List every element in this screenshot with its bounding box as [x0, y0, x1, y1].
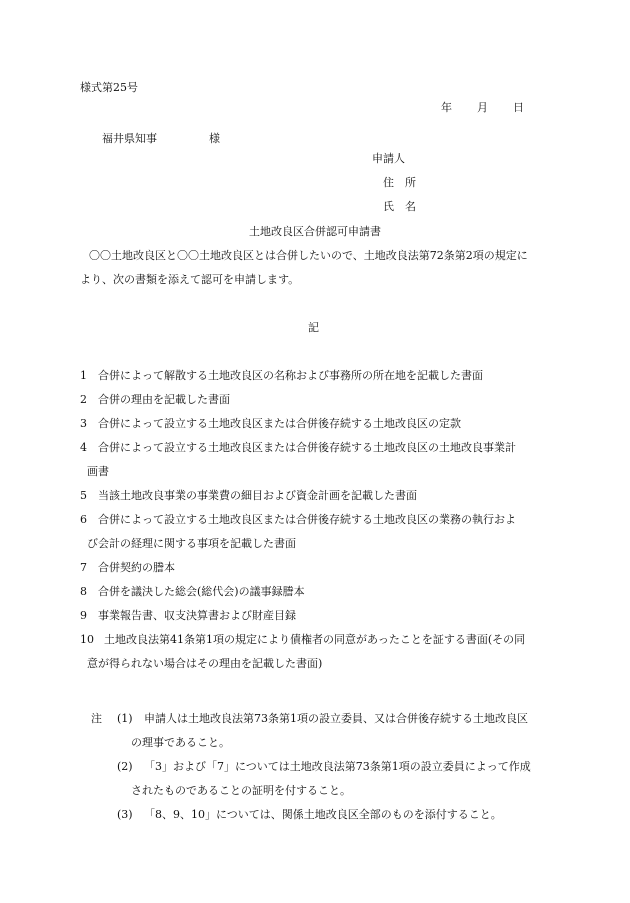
note-continuation: の理事であること。 [131, 736, 230, 749]
note-number: (3) [117, 808, 133, 821]
item-number: 10 [80, 633, 94, 646]
item-number: 1 [80, 369, 87, 382]
body-line: より、次の書類を添えて認可を申請します。 [80, 273, 300, 286]
item-number: 6 [80, 513, 87, 526]
item-number: 8 [80, 585, 87, 598]
note-text: 「3」および「7」については土地改良法第73条第1項の設立委員によって作成 [144, 760, 531, 773]
note-text: 「8、9、10」については、関係土地改良区全部のものを添付すること。 [144, 808, 502, 821]
item-text: 合併契約の謄本 [98, 561, 175, 574]
name-label: 氏 名 [383, 200, 416, 213]
item-text: 合併によって設立する土地改良区または合併後存続する土地改良区の業務の執行およ [98, 513, 516, 526]
item-text: 事業報告書、収支決算書および財産目録 [98, 609, 296, 622]
list-item [80, 441, 516, 455]
form-number: 様式第25号 [80, 81, 138, 94]
list-item [80, 369, 483, 383]
document-title: 土地改良区合併認可申請書 [249, 225, 381, 238]
item-number: 3 [80, 417, 87, 430]
item-number: 4 [80, 441, 87, 454]
list-item [80, 561, 175, 575]
item-number: 5 [80, 489, 87, 502]
notes-label: 注 [91, 712, 102, 725]
list-item-continuation: 画書 [87, 465, 109, 478]
item-text: 合併を議決した総会(総代会)の議事録謄本 [98, 585, 305, 598]
list-item [80, 585, 305, 599]
list-item [80, 609, 296, 623]
list-item [80, 513, 516, 527]
list-item [80, 417, 461, 431]
item-text: 土地改良法第41条第1項の規定により債権者の同意があったことを証する書面(その同 [104, 633, 526, 646]
ki-heading: 記 [308, 321, 319, 334]
note-continuation: されたものであることの証明を付すること。 [131, 784, 351, 797]
list-item [80, 489, 417, 503]
list-item-continuation: び会計の経理に関する事項を記載した書面 [87, 537, 296, 550]
note-number: (1) [117, 712, 133, 725]
body-line: 〇〇土地改良区と〇〇土地改良区とは合併したいので、土地改良法第72条第2項の規定に [89, 249, 528, 262]
item-number: 9 [80, 609, 87, 622]
date-day: 日 [513, 101, 524, 114]
item-text: 合併によって解散する土地改良区の名称および事務所の所在地を記載した書面 [98, 369, 483, 382]
item-number: 2 [80, 393, 87, 406]
list-item [80, 633, 525, 647]
item-text: 当該土地改良事業の事業費の細目および資金計画を記載した書面 [98, 489, 417, 502]
date-year: 年 [441, 101, 452, 114]
note-number: (2) [117, 760, 133, 773]
applicant-label: 申請人 [372, 152, 405, 165]
item-number: 7 [80, 561, 87, 574]
item-text: 合併の理由を記載した書面 [98, 393, 230, 406]
addressee-name: 福井県知事 [102, 132, 157, 145]
item-text: 合併によって設立する土地改良区または合併後存続する土地改良区の定款 [98, 417, 461, 430]
note-text: 申請人は土地改良法第73条第1項の設立委員、又は合併後存続する土地改良区 [144, 712, 528, 725]
addressee-honorific: 様 [209, 132, 220, 145]
item-text: 合併によって設立する土地改良区または合併後存続する土地改良区の土地改良事業計 [98, 441, 516, 454]
address-label: 住 所 [383, 176, 416, 189]
date-month: 月 [477, 101, 488, 114]
list-item-continuation: 意が得られない場合はその理由を記載した書面) [87, 657, 323, 670]
list-item [80, 393, 230, 407]
